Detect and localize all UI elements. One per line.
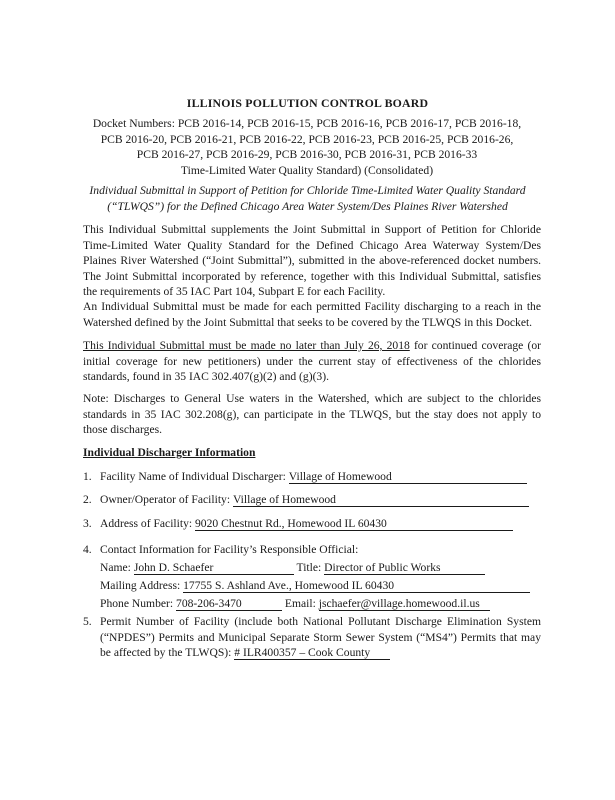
docket-line: PCB 2016-20, PCB 2016-21, PCB 2016-22, PCB 2016-23, PCB 2016-25, PCB 2016-26, xyxy=(100,132,514,146)
note-paragraph: Note: Discharges to General Use waters in the Watershed, which are subject to the chlorides standards in 35 IAC 302.208(g), can participate in the TLWQS, but the stay does not apply to those discharges. xyxy=(83,392,541,436)
subtitle-line: Individual Submittal in Support of Petition for Chloride Time-Limited Water Quality Standard xyxy=(89,184,526,197)
phone-field[interactable] xyxy=(176,597,282,611)
docket-line: Docket Numbers: PCB 2016-14, PCB 2016-15, PCB 2016-16, PCB 2016-17, PCB 2016-18, xyxy=(92,117,522,130)
deadline-rest: for continued coverage (or initial coverage for new petitioners) under the current stay of effectiveness of the chlorides standards, found in 35 IAC 302.407(g)(2) and (g)(3). xyxy=(83,339,541,383)
name-label: Name: xyxy=(100,561,131,574)
subtitle-line: (“TLWQS”) for the Defined Chicago Area Water System/Des Plaines River Watershed xyxy=(107,199,508,213)
owner-value: Village of Homewood xyxy=(232,493,336,506)
document-title: ILLINOIS POLLUTION CONTROL BOARD xyxy=(186,96,429,110)
item-number: 5. xyxy=(83,615,92,628)
address-field[interactable] xyxy=(195,517,513,531)
intro-paragraph: This Individual Submittal supplements the Joint Submittal in Support of Petition for Chloride Time-Limited Water Quality Standard for the Defined Chicago Area Waterway System/Des Plaines River Watershed (“Joint Submittal”), submitted in the above-referenced docket numbers. The Joint Submittal incorporated by reference, together with this Individual Submittal, satisfies the requirements of 35 IAC Part 104, Subpart E for each Facility. xyxy=(83,223,541,298)
facility-name-field[interactable] xyxy=(289,470,527,484)
submittal-subtitle xyxy=(80,183,535,214)
form-item-contact xyxy=(83,542,541,612)
docket-line: PCB 2016-27, PCB 2016-29, PCB 2016-30, PCB 2016-31, PCB 2016-33 xyxy=(136,148,478,161)
docket-line: Time-Limited Water Quality Standard) (Consolidated) xyxy=(180,163,434,177)
deadline-paragraph xyxy=(83,338,541,385)
deadline-text: This Individual Submittal must be made no later than July 26, 2018 xyxy=(83,339,410,352)
item-number: 2. xyxy=(83,493,92,506)
name-value: John D. Schaefer xyxy=(133,561,214,574)
permit-number-field[interactable] xyxy=(234,646,390,660)
mailing-address-field[interactable] xyxy=(183,579,530,593)
item-number: 4. xyxy=(83,543,92,556)
item-number: 3. xyxy=(83,517,92,530)
section-heading: Individual Discharger Information xyxy=(83,446,256,459)
item-number: 1. xyxy=(83,470,92,483)
item-label: Facility Name of Individual Discharger: xyxy=(100,470,286,483)
permit-number-value: # ILR400357 – Cook County xyxy=(234,646,371,659)
mailing-address-label: Mailing Address: xyxy=(100,579,181,592)
title-value: Director of Public Works xyxy=(324,561,441,574)
name-field[interactable] xyxy=(134,561,294,575)
email-value: jschaefer@village.homewood.il.us xyxy=(318,597,480,610)
docket-numbers xyxy=(72,116,542,178)
facility-name-value: Village of Homewood xyxy=(288,470,392,483)
owner-field[interactable] xyxy=(233,493,529,507)
contact-name-row xyxy=(100,560,485,576)
contact-phone-row xyxy=(100,596,490,612)
item-label: Permit Number of Facility (include both National Pollutant Discharge Elimination System (“NPDES”) Permits and Municipal Separate Storm Sewer System (“MS4”) Permits that may be affected by the TLWQS): xyxy=(100,615,541,659)
phone-label: Phone Number: xyxy=(100,597,174,610)
item-label: Owner/Operator of Facility: xyxy=(100,493,231,506)
mailing-address-value: 17755 S. Ashland Ave., Homewood IL 60430 xyxy=(183,579,395,592)
item-label: Address of Facility: xyxy=(100,517,193,530)
email-label: Email: xyxy=(284,597,316,610)
contact-address-row xyxy=(100,578,530,594)
title-field[interactable] xyxy=(324,561,485,575)
address-value: 9020 Chestnut Rd., Homewood IL 60430 xyxy=(195,517,387,530)
title-label: Title: xyxy=(296,561,322,574)
requirement-paragraph: An Individual Submittal must be made for each permitted Facility discharging to a reach in the Watershed defined by the Joint Submittal that seeks to be covered by the TLWQS in this Docket. xyxy=(83,300,541,329)
item-label: Contact Information for Facility’s Responsible Official: xyxy=(100,543,359,556)
phone-value: 708-206-3470 xyxy=(176,597,242,610)
email-field[interactable] xyxy=(319,597,490,611)
